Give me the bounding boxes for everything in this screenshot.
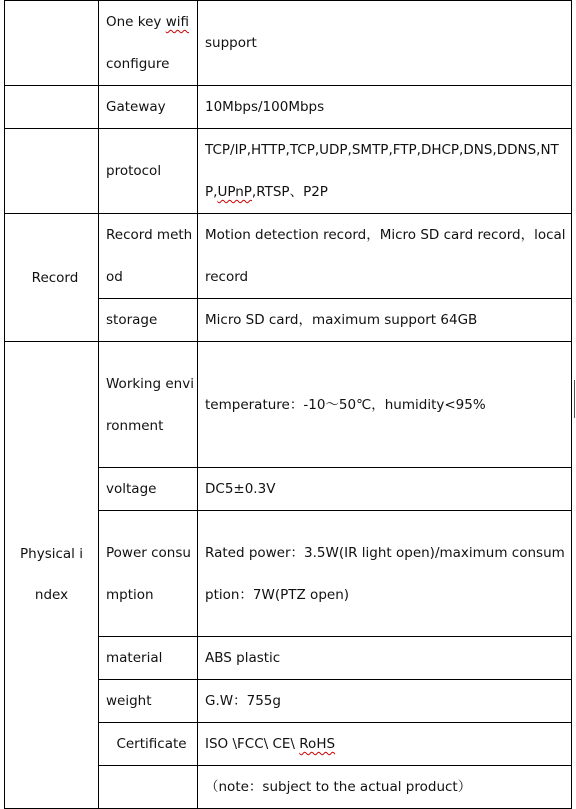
label-protocol: protocol	[99, 129, 198, 214]
category-cell-empty	[5, 86, 99, 129]
value-power-consumption: Rated power：3.5W(IR light open)/maximum consumption：7W(PTZ open)	[198, 511, 572, 637]
label-power-consumption: Power consumption	[99, 511, 198, 637]
spellcheck-word: wifi	[165, 14, 189, 30]
label-weight: weight	[99, 680, 198, 723]
value-material: ABS plastic	[198, 637, 572, 680]
category-cell-empty	[5, 1, 99, 86]
spellcheck-word: RoHS	[299, 736, 336, 752]
label-certificate: Certificate	[99, 723, 198, 766]
value-gateway: 10Mbps/100Mbps	[198, 86, 572, 129]
value-record-method: Motion detection record，Micro SD card record，local record	[198, 214, 572, 299]
table-row	[5, 1, 572, 86]
label-storage: storage	[99, 299, 198, 342]
table-row	[5, 342, 572, 468]
category-cell-empty	[5, 129, 99, 214]
label-record-method: Record method	[99, 214, 198, 299]
label-note-empty	[99, 766, 198, 809]
page-edge-mark	[574, 380, 575, 418]
value-certificate: ISO \FCC\ CE\ RoHS	[198, 723, 572, 766]
value-protocol: TCP/IP,HTTP,TCP,UDP,SMTP,FTP,DHCP,DNS,DDNS,NTP,UPnP,RTSP、P2P	[198, 129, 572, 214]
value-wifi-configure: support	[198, 1, 572, 86]
label-voltage: voltage	[99, 468, 198, 511]
value-note: （note：subject to the actual product）	[198, 766, 572, 809]
value-weight: G.W：755g	[198, 680, 572, 723]
value-voltage: DC5±0.3V	[198, 468, 572, 511]
value-working-environment: temperature：-10～50℃，humidity<95%	[198, 342, 572, 468]
spellcheck-word: UPnP	[217, 184, 252, 200]
spec-table	[4, 0, 572, 809]
label-wifi-configure: One key wifi configure	[99, 1, 198, 86]
label-working-environment: Working environment	[99, 342, 198, 468]
label-material: material	[99, 637, 198, 680]
value-storage: Micro SD card，maximum support 64GB	[198, 299, 572, 342]
table-row	[5, 214, 572, 299]
label-gateway: Gateway	[99, 86, 198, 129]
table-row	[5, 86, 572, 129]
table-row	[5, 129, 572, 214]
category-record: Record	[5, 214, 99, 342]
category-physical-index: Physical index	[5, 342, 99, 809]
